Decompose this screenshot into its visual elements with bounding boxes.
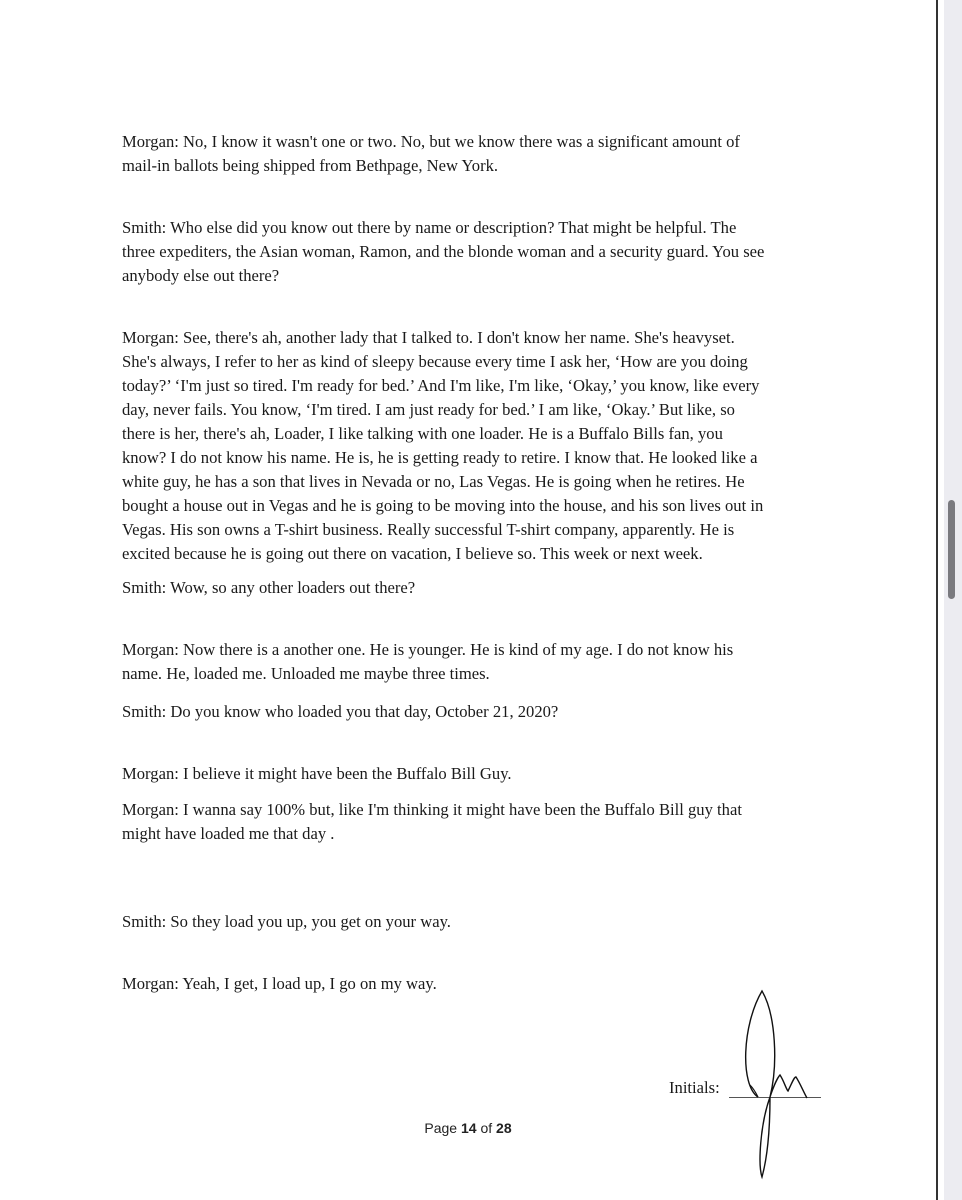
- footer-page-total: 28: [496, 1120, 512, 1136]
- transcript-paragraph: [122, 326, 763, 566]
- footer-page-word: Page: [424, 1120, 458, 1136]
- text-line: name. He, loaded me. Unloaded me maybe three times.: [122, 664, 490, 683]
- text-line: today?’ ‘I'm just so tired. I'm ready for bed.’ And I'm like, I'm like, ‘Okay,’ you know, like every: [122, 376, 760, 395]
- text-line: She's always, I refer to her as kind of sleepy because every time I ask her, ‘How are you doing: [122, 352, 748, 371]
- transcript-paragraph: [122, 576, 415, 600]
- text-line: Vegas. His son owns a T-shirt business. Really successful T-shirt company, apparently. He is: [122, 520, 735, 539]
- transcript-paragraph: [122, 130, 740, 178]
- scrollbar-thumb[interactable]: [948, 500, 955, 599]
- text-line: Morgan: Yeah, I get, I load up, I go on my way.: [122, 974, 437, 993]
- footer-page-number: 14: [460, 1120, 477, 1136]
- text-line: Smith: Who else did you know out there by name or description? That might be helpful. The: [122, 218, 737, 237]
- text-line: Smith: Do you know who loaded you that day, October 21, 2020?: [122, 702, 559, 721]
- transcript-paragraph: [122, 910, 451, 934]
- text-line: Morgan: Now there is a another one. He is younger. He is kind of my age. I do not know his: [122, 640, 734, 659]
- text-line: there is her, there's ah, Loader, I like talking with one loader. He is a Buffalo Bills fan, you: [122, 424, 723, 443]
- text-line: mail-in ballots being shipped from Bethpage, New York.: [122, 156, 499, 175]
- text-line: might have loaded me that day .: [122, 824, 335, 843]
- transcript-paragraph: [122, 700, 558, 724]
- text-line: three expediters, the Asian woman, Ramon, and the blonde woman and a security guard. You see: [122, 242, 765, 261]
- transcript-paragraph: [122, 798, 742, 846]
- page-edge: [936, 0, 938, 1200]
- footer-of-word: of: [480, 1120, 493, 1136]
- text-line: Morgan: See, there's ah, another lady that I talked to. I don't know her name. She's heavyset.: [122, 328, 735, 347]
- initials-label: Initials:: [669, 1078, 720, 1097]
- text-line: Smith: So they load you up, you get on your way.: [122, 912, 451, 931]
- text-line: Morgan: I believe it might have been the Buffalo Bill Guy.: [122, 764, 512, 783]
- text-line: anybody else out there?: [122, 266, 280, 285]
- text-line: Morgan: I wanna say 100% but, like I'm thinking it might have been the Buffalo Bill guy that: [122, 800, 742, 819]
- text-line: know? I do not know his name. He is, he is getting ready to retire. I know that. He looked like a: [122, 448, 758, 467]
- transcript-paragraph: [122, 216, 764, 288]
- text-line: white guy, he has a son that lives in Nevada or no, Las Vegas. He is going when he retires. He: [122, 472, 745, 491]
- text-line: bought a house out in Vegas and he is going to be moving into the house, and his son lives out in: [122, 496, 764, 515]
- transcript-paragraph: [122, 638, 733, 686]
- text-line: day, never fails. You know, ‘I'm tired. I am just ready for bed.’ I am like, ‘Okay.’ But like, so: [122, 400, 735, 419]
- text-line: excited because he is going out there on vacation, I believe so. This week or next week.: [122, 544, 703, 563]
- transcript-paragraph: [122, 972, 437, 996]
- page-footer: [0, 1120, 936, 1136]
- text-line: Morgan: No, I know it wasn't one or two. No, but we know there was a significant amount of: [122, 132, 740, 151]
- scroll-track[interactable]: [944, 0, 962, 1200]
- handwritten-initials-signature: [720, 985, 840, 1185]
- text-line: Smith: Wow, so any other loaders out there?: [122, 578, 416, 597]
- transcript-paragraph: [122, 762, 512, 786]
